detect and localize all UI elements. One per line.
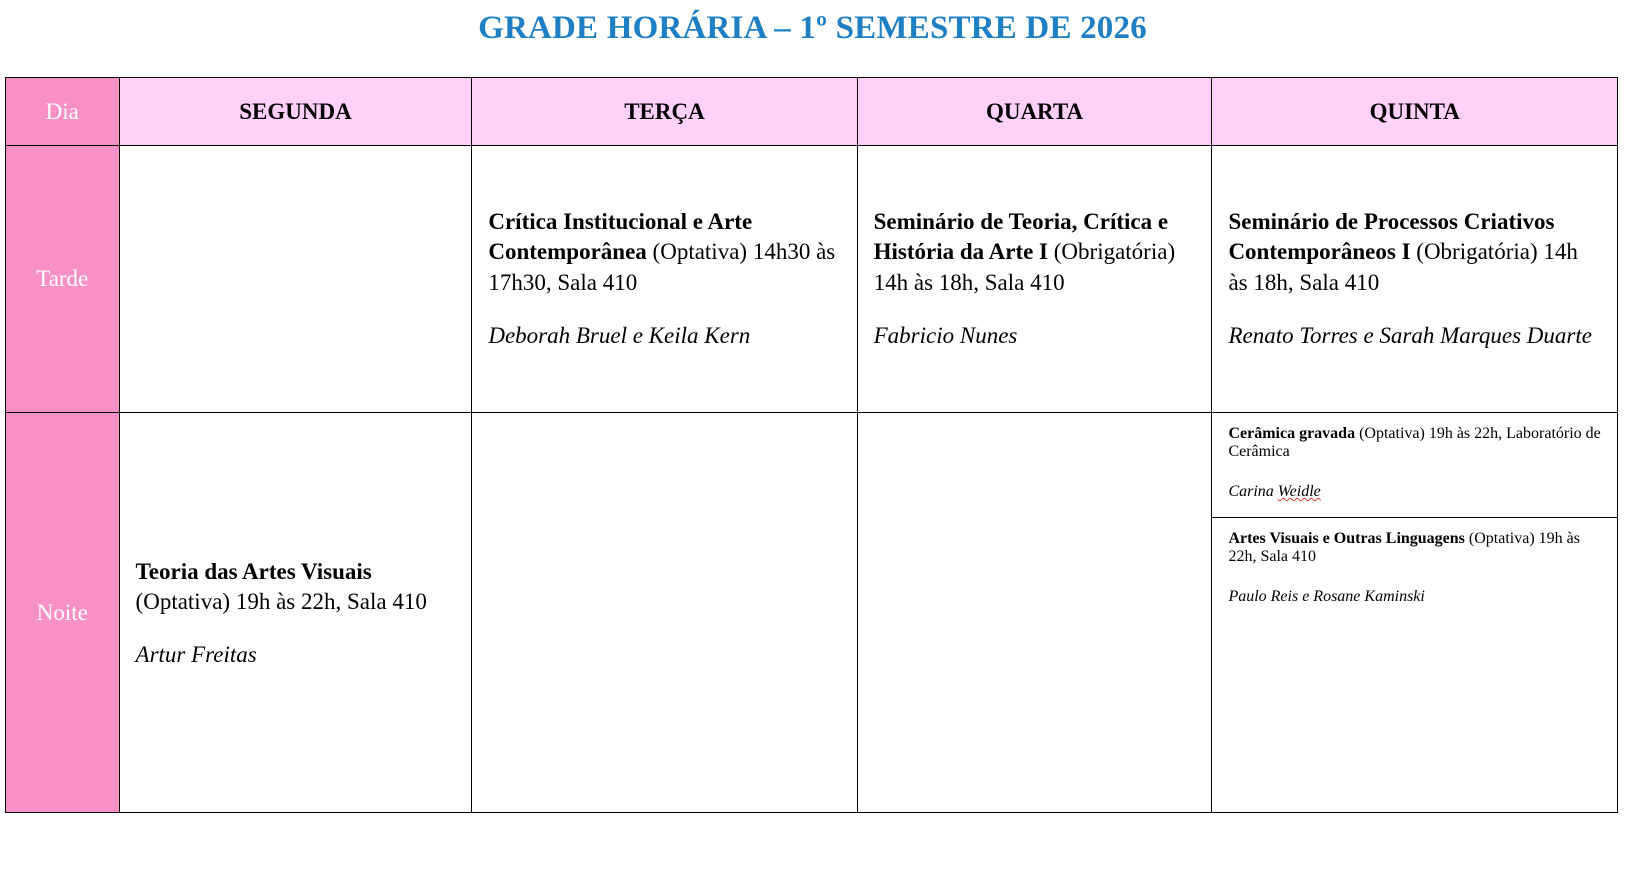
course-stack [1212,413,1617,622]
teacher-name-spellcheck: Weidle [1277,483,1321,500]
table-header-row [6,78,1618,146]
column-header-dia: Dia [6,78,120,146]
page-title: GRADE HORÁRIA – 1º SEMESTRE DE 2026 [478,10,1147,46]
course-entry [472,195,856,363]
course-meta: (Obrigatória) 14h às 18h, Sala 410 [873,239,1176,295]
cell-noite-segunda [119,413,472,813]
cell-tarde-segunda [119,146,472,413]
course-title: Teoria das Artes Visuais [135,558,372,584]
course-teacher: Artur Freitas [135,641,257,667]
course-meta: (Optativa) 19h às 22h, Sala 410 [1228,530,1580,565]
column-header-segunda: SEGUNDA [119,78,472,146]
cell-tarde-quinta [1212,146,1618,413]
course-title: Artes Visuais e Outras Linguagens [1228,530,1465,547]
schedule-table [5,77,1618,813]
course-title: Crítica Institucional e Arte Contemporânea [488,208,753,265]
column-header-terca: TERÇA [472,78,857,146]
cell-noite-quarta [857,413,1212,813]
course-entry [858,195,1212,363]
cell-tarde-terca [472,146,857,413]
course-entry [1212,195,1617,363]
course-title: Seminário de Processos Criativos Contemporâneos I [1228,208,1555,265]
cell-noite-terca [472,413,857,813]
cell-noite-quinta [1212,413,1618,813]
period-label-noite: Noite [6,413,120,813]
course-teacher [1228,483,1601,501]
course-meta: (Optativa) 19h às 22h, Laboratório de Cerâmica [1228,425,1601,460]
course-meta: (Optativa) 19h às 22h, Sala 410 [135,589,427,615]
cell-tarde-quarta [857,146,1212,413]
course-title: Seminário de Teoria, Crítica e História da Arte I [873,208,1169,265]
course-teacher: Paulo Reis e Rosane Kaminski [1228,588,1425,605]
course-entry [1212,413,1617,518]
course-teacher: Deborah Bruel e Keila Kern [488,322,751,348]
course-teacher: Fabricio Nunes [873,322,1018,348]
column-header-quinta: QUINTA [1212,78,1618,146]
table-row [6,146,1618,413]
course-entry [120,543,472,683]
course-entry [1212,518,1617,622]
course-meta: (Optativa) 14h30 às 17h30, Sala 410 [488,239,836,295]
teacher-name-prefix: Carina [1228,483,1278,500]
period-label-tarde: Tarde [6,146,120,413]
column-header-quarta: QUARTA [857,78,1212,146]
course-teacher: Renato Torres e Sarah Marques Duarte [1228,322,1592,348]
table-row [6,413,1618,813]
course-title: Cerâmica gravada [1228,425,1356,442]
course-meta: (Obrigatória) 14h às 18h, Sala 410 [1228,239,1578,295]
